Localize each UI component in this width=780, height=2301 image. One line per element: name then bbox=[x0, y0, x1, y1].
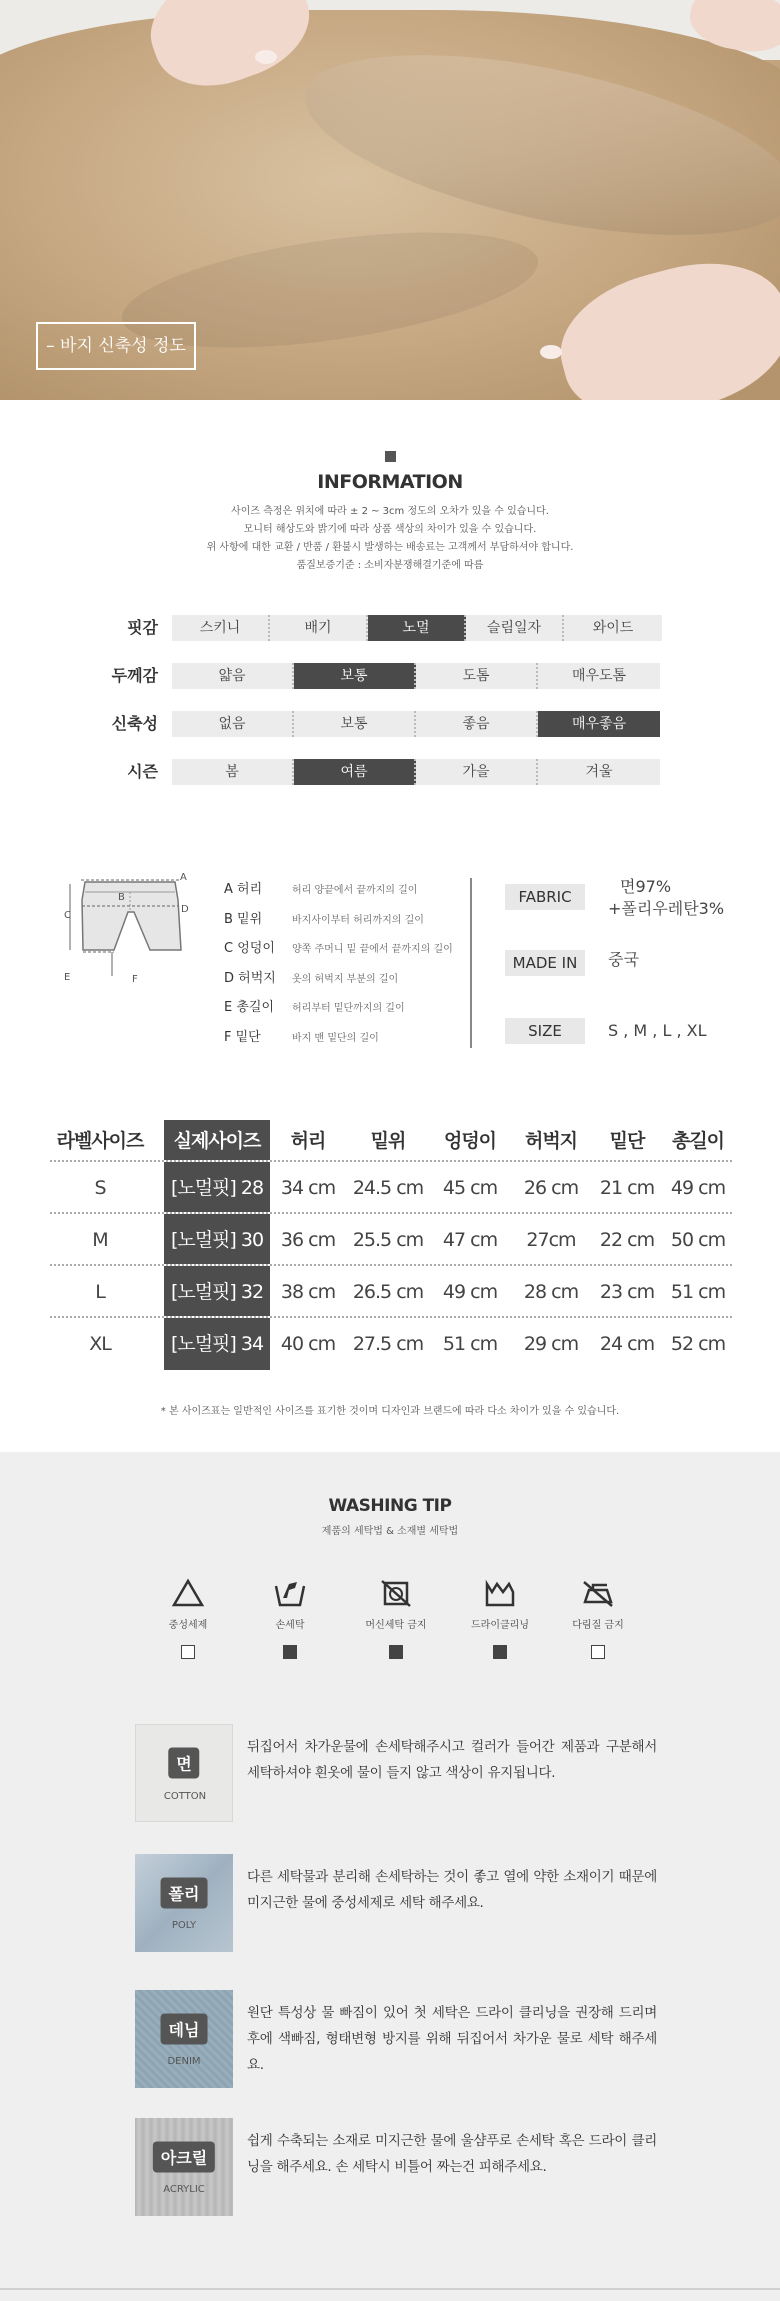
size-label: SIZE bbox=[505, 1018, 585, 1044]
size-header-cell: 허리 bbox=[290, 1130, 326, 1152]
size-cell: 40 cm bbox=[280, 1333, 336, 1355]
diagram-label-b: B bbox=[118, 892, 125, 903]
fabric-care-text: 뒤집어서 차가운물에 손세탁해주시고 컬러가 들어간 제품과 구분해서 세탁하셔야 흰옷에 물이 들지 않고 색상이 유지됩니다. bbox=[247, 1739, 657, 1781]
fit-option: 와이드 bbox=[564, 615, 662, 641]
size-table-row bbox=[50, 1318, 732, 1370]
fabric-care-cotton bbox=[135, 1724, 655, 1822]
info-line: 사이즈 측정은 위치에 따라 ± 2 ~ 3cm 정도의 오차가 있을 수 있습니다. bbox=[231, 506, 549, 517]
fit-option: 없음 bbox=[172, 711, 294, 737]
measure-item bbox=[224, 937, 453, 967]
fabric-value-line: 면97% bbox=[620, 877, 672, 896]
size-cell: 36 cm bbox=[280, 1229, 336, 1251]
info-line: 품질보증기준 : 소비자분쟁해결기준에 따름 bbox=[296, 560, 484, 571]
measure-key: E 총길이 bbox=[224, 1000, 275, 1015]
size-table-row bbox=[50, 1214, 732, 1266]
fabric-care-poly bbox=[135, 1854, 655, 1952]
size-cell: 26 cm bbox=[523, 1177, 579, 1199]
fit-label: 핏감 bbox=[127, 618, 158, 637]
size-header-cell: 허벅지 bbox=[524, 1130, 578, 1152]
size-cell: 50 cm bbox=[670, 1229, 726, 1251]
diagram-label-a: A bbox=[180, 872, 187, 883]
neutral-detergent-icon bbox=[171, 1578, 205, 1608]
fabric-sub: ACRYLIC bbox=[163, 2184, 205, 2195]
size-cell: 51 cm bbox=[442, 1333, 498, 1355]
fit-option: 좋음 bbox=[416, 711, 538, 737]
fabric-sub: POLY bbox=[171, 1920, 197, 1931]
size-cell: [노멀핏] 32 bbox=[164, 1266, 270, 1316]
size-cell: 21 cm bbox=[599, 1177, 655, 1199]
wash-item bbox=[336, 1578, 456, 1659]
measure-desc: 바지 맨 밑단의 길이 bbox=[292, 1032, 379, 1044]
measure-item bbox=[224, 878, 453, 908]
measure-key: C 엉덩이 bbox=[224, 941, 275, 956]
washing-subtitle: 제품의 세탁법 & 소재별 세탁법 bbox=[321, 1526, 459, 1537]
measure-item bbox=[224, 996, 453, 1026]
fit-label: 시즌 bbox=[127, 762, 158, 781]
wash-checkbox-checked bbox=[283, 1645, 297, 1659]
size-header-cell: 실제사이즈 bbox=[164, 1120, 270, 1160]
measure-item bbox=[224, 1026, 453, 1056]
fabric-value-line: +폴리우레탄3% bbox=[608, 899, 725, 918]
size-cell: 52 cm bbox=[670, 1333, 726, 1355]
fabric-care-denim bbox=[135, 1990, 655, 2088]
fit-option: 가을 bbox=[416, 759, 538, 785]
fit-row-thickness bbox=[0, 663, 780, 689]
size-table-header bbox=[50, 1120, 732, 1162]
size-cell: 29 cm bbox=[523, 1333, 579, 1355]
size-cell: 47 cm bbox=[442, 1229, 498, 1251]
measure-guide bbox=[224, 878, 453, 1055]
measure-key: F 밑단 bbox=[224, 1029, 261, 1045]
size-cell: [노멀핏] 28 bbox=[164, 1162, 270, 1212]
fit-options bbox=[172, 759, 660, 785]
size-cell: [노멀핏] 30 bbox=[164, 1214, 270, 1264]
fit-option-selected: 여름 bbox=[294, 759, 416, 785]
fit-option: 보통 bbox=[294, 711, 416, 737]
no-machine-wash-icon bbox=[379, 1578, 413, 1608]
size-cell: 28 cm bbox=[523, 1281, 579, 1303]
fit-row-stretch bbox=[0, 711, 780, 737]
fit-option: 스키니 bbox=[172, 615, 270, 641]
measure-desc: 옷의 허벅지 부분의 길이 bbox=[292, 973, 399, 985]
fit-options bbox=[172, 615, 662, 641]
pants-measure-diagram bbox=[60, 870, 190, 1030]
size-cell: 24 cm bbox=[599, 1333, 655, 1355]
wash-label: 머신세탁 금지 bbox=[365, 1620, 427, 1631]
size-cell: [노멀핏] 34 bbox=[164, 1318, 270, 1370]
wash-item bbox=[230, 1578, 350, 1659]
size-cell: 24.5 cm bbox=[352, 1177, 424, 1199]
measure-desc: 양쪽 주머니 밑 끝에서 끝까지의 길이 bbox=[292, 944, 453, 955]
wash-checkbox bbox=[591, 1645, 605, 1659]
no-ironing-icon bbox=[581, 1578, 615, 1608]
poly-swatch bbox=[135, 1854, 233, 1952]
info-line: 위 사항에 대한 교환 / 반품 / 환불시 발생하는 배송료는 고객께서 부담하셔야 합니다. bbox=[206, 542, 574, 553]
measure-desc: 바지사이부터 허리까지의 길이 bbox=[292, 914, 424, 926]
fit-option: 도톰 bbox=[416, 663, 538, 689]
denim-swatch bbox=[135, 1990, 233, 2088]
measure-desc: 허리 양끝에서 끝까지의 길이 bbox=[292, 885, 418, 896]
measure-item bbox=[224, 908, 453, 938]
size-value: S , M , L , XL bbox=[608, 1021, 707, 1040]
size-cell: 27.5 cm bbox=[352, 1333, 424, 1355]
hero-photo bbox=[0, 0, 780, 400]
wash-checkbox-checked bbox=[389, 1645, 403, 1659]
measure-desc: 허리부터 밑단까지의 길이 bbox=[292, 1003, 405, 1014]
fabric-badge: 면 bbox=[168, 1748, 199, 1779]
size-cell: 51 cm bbox=[670, 1281, 726, 1303]
fabric-care-text: 다른 세탁물과 분리해 손세탁하는 것이 좋고 열에 약한 소재이기 때문에 미지근한 물에 중성세제로 세탁 해주세요. bbox=[247, 1869, 657, 1911]
fit-option: 겨울 bbox=[538, 759, 660, 785]
fabric-label: FABRIC bbox=[505, 884, 585, 910]
size-table-row bbox=[50, 1266, 732, 1318]
size-header-cell: 총길이 bbox=[671, 1130, 725, 1152]
fabric-value bbox=[608, 876, 724, 920]
fabric-badge: 아크릴 bbox=[153, 2142, 215, 2173]
section-marker bbox=[385, 451, 396, 462]
fabric-sub: COTTON bbox=[163, 1791, 207, 1802]
dry-cleaning-icon bbox=[483, 1578, 517, 1608]
fabric-badge: 데님 bbox=[161, 2014, 208, 2045]
size-header-cell: 엉덩이 bbox=[443, 1130, 497, 1152]
fabric-care-text: 쉽게 수축되는 소재로 미지근한 물에 울샴푸로 손세탁 혹은 드라이 클리닝을 해주세요. 손 세탁시 비틀어 짜는건 피해주세요. bbox=[247, 2133, 657, 2175]
size-header-cell: 밑위 bbox=[370, 1130, 406, 1152]
madein-label: MADE IN bbox=[505, 950, 585, 976]
size-cell: 49 cm bbox=[442, 1281, 498, 1303]
size-cell: 25.5 cm bbox=[352, 1229, 424, 1251]
fit-options bbox=[172, 663, 660, 689]
measure-key: B 밑위 bbox=[224, 911, 263, 927]
washing-title: WASHING TIP bbox=[328, 1496, 452, 1516]
wash-checkbox bbox=[181, 1645, 195, 1659]
info-title: INFORMATION bbox=[317, 471, 463, 493]
fit-option: 매우도톰 bbox=[538, 663, 660, 689]
size-cell: 45 cm bbox=[442, 1177, 498, 1199]
fit-label: 신축성 bbox=[111, 714, 158, 733]
wash-label: 드라이클리닝 bbox=[471, 1620, 529, 1631]
wash-item bbox=[538, 1578, 658, 1659]
wash-checkbox-checked bbox=[493, 1645, 507, 1659]
wash-label: 중성세제 bbox=[168, 1620, 208, 1631]
fit-row-fit bbox=[0, 615, 780, 641]
fit-option: 배기 bbox=[270, 615, 368, 641]
info-notes bbox=[0, 503, 780, 575]
size-table-row bbox=[50, 1162, 732, 1214]
fit-option-selected: 매우좋음 bbox=[538, 711, 660, 737]
size-cell: 23 cm bbox=[599, 1281, 655, 1303]
wash-label: 다림질 금지 bbox=[572, 1620, 624, 1631]
spec-area bbox=[0, 870, 780, 1050]
bottom-divider bbox=[0, 2288, 780, 2290]
measure-item bbox=[224, 967, 453, 997]
size-cell: 49 cm bbox=[670, 1177, 726, 1199]
size-cell: 22 cm bbox=[599, 1229, 655, 1251]
diagram-label-c: C bbox=[64, 910, 71, 921]
fabric-sub: DENIM bbox=[167, 2056, 201, 2067]
size-cell: M bbox=[92, 1229, 108, 1251]
measure-key: A 허리 bbox=[224, 882, 263, 897]
acrylic-swatch bbox=[135, 2118, 233, 2216]
fit-label: 두께감 bbox=[111, 666, 158, 685]
nail-shape bbox=[255, 50, 277, 64]
divider bbox=[470, 878, 472, 1048]
fabric-badge: 폴리 bbox=[161, 1878, 208, 1909]
size-cell: 34 cm bbox=[280, 1177, 336, 1199]
size-cell: L bbox=[95, 1281, 105, 1303]
fit-option: 봄 bbox=[172, 759, 294, 785]
fit-row-season bbox=[0, 759, 780, 785]
size-header-cell: 밑단 bbox=[609, 1130, 645, 1152]
fit-option-selected: 노멀 bbox=[368, 615, 466, 641]
diagram-label-e: E bbox=[64, 972, 71, 983]
size-cell: 26.5 cm bbox=[352, 1281, 424, 1303]
hand-wash-icon bbox=[273, 1578, 307, 1608]
size-cell: 38 cm bbox=[280, 1281, 336, 1303]
fit-option-selected: 보통 bbox=[294, 663, 416, 689]
wash-label: 손세탁 bbox=[275, 1620, 305, 1631]
diagram-label-d: D bbox=[181, 904, 189, 915]
size-table-note: * 본 사이즈표는 일반적인 사이즈를 표기한 것이며 디자인과 브랜드에 따라 다소 차이가 있을 수 있습니다. bbox=[160, 1406, 620, 1417]
info-line: 모니터 해상도와 밝기에 따라 상품 색상의 차이가 있을 수 있습니다. bbox=[243, 524, 537, 535]
diagram-label-f: F bbox=[132, 974, 138, 985]
size-cell: S bbox=[94, 1177, 106, 1199]
measure-key: D 허벅지 bbox=[224, 970, 276, 986]
fit-option: 얇음 bbox=[172, 663, 294, 689]
hero-caption: – 바지 신축성 정도 bbox=[36, 322, 196, 370]
nail-shape bbox=[540, 345, 562, 359]
fabric-care-text: 원단 특성상 물 빠짐이 있어 첫 세탁은 드라이 클리닝을 권장해 드리며 후에 색빠짐, 형태변형 방지를 위해 뒤집어서 차가운 물로 세탁 해주세요. bbox=[247, 2005, 657, 2073]
size-cell: XL bbox=[89, 1333, 111, 1355]
madein-value: 중국 bbox=[608, 950, 639, 969]
fit-option: 슬림일자 bbox=[466, 615, 564, 641]
fabric-care-acrylic bbox=[135, 2118, 655, 2216]
fit-options bbox=[172, 711, 660, 737]
size-header-cell: 라벨사이즈 bbox=[56, 1130, 144, 1152]
cotton-swatch bbox=[135, 1724, 233, 1822]
size-cell: 27cm bbox=[526, 1229, 576, 1251]
size-table bbox=[50, 1120, 732, 1370]
